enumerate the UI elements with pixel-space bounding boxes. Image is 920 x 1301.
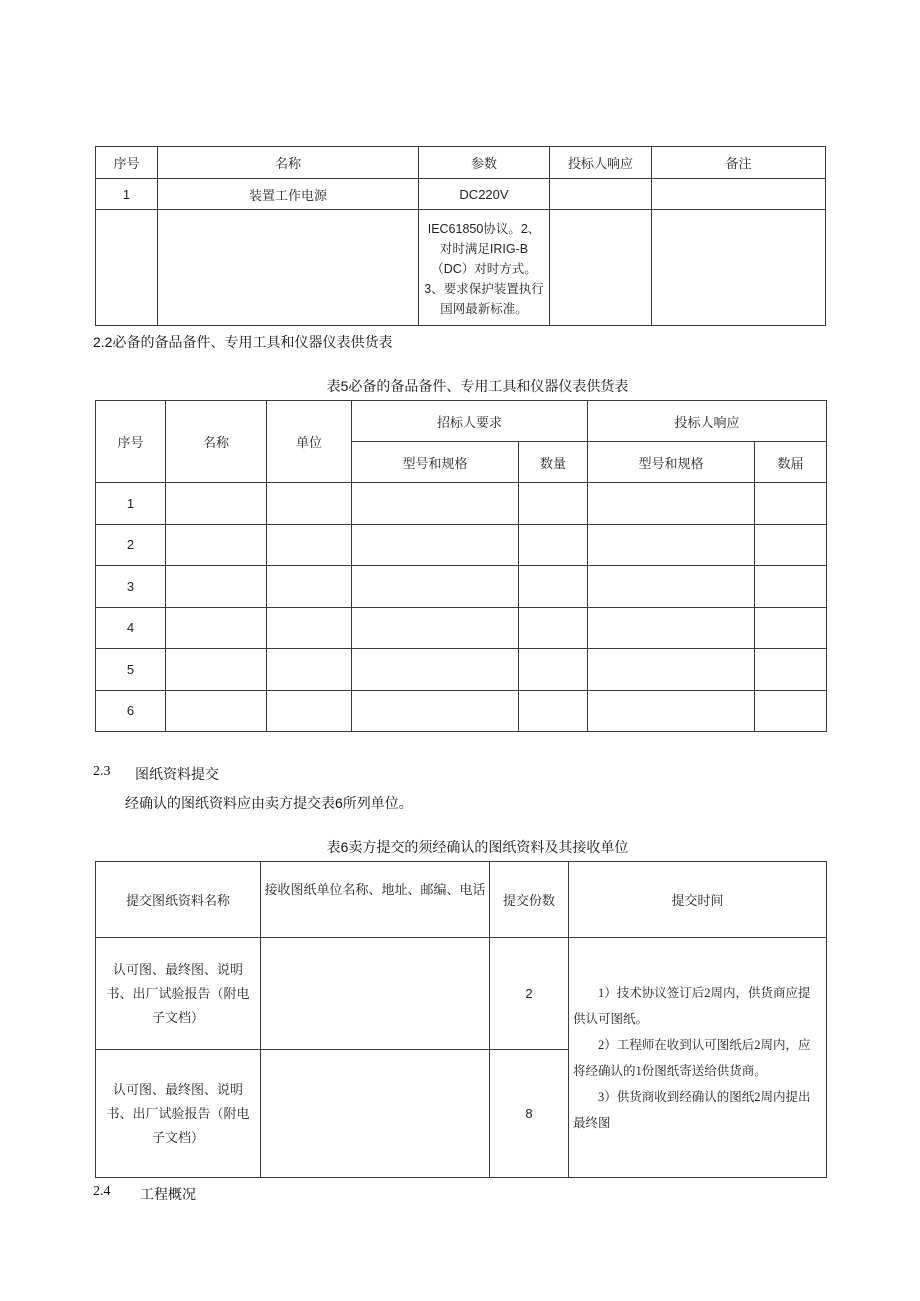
cell-unit: [267, 649, 352, 691]
header-bidder-model: 型号和规格: [588, 442, 755, 483]
cell-seq: 4: [96, 607, 166, 649]
cell-seq: 1: [96, 483, 166, 525]
cell-submit-time: [569, 938, 827, 1178]
header-name: 名称: [158, 147, 419, 179]
section-body-2-3: 经确认的图纸资料应由卖方提交表6所列单位。: [125, 795, 413, 811]
cell-response: [550, 210, 652, 326]
drawings-table: [95, 861, 827, 1178]
header-bidder-response: 投标人响应: [588, 401, 827, 442]
cell-param: IEC61850协议。2、对时满足IRIG-B（DC）对时方式。3、要求保护装置执行国网最新标准。: [419, 210, 550, 326]
table6-caption: 表6卖方提交的须经确认的图纸资料及其接收单位: [326, 839, 629, 855]
cell-tenderer-qty: [519, 566, 588, 608]
cell-tenderer-model: [352, 483, 519, 525]
header-unit: 单位: [267, 401, 352, 483]
cell-copies: 8: [490, 1050, 569, 1178]
table-row: [96, 524, 827, 566]
cell-remark: [652, 179, 826, 210]
cell-tenderer-qty: [519, 690, 588, 732]
cell-seq: 5: [96, 649, 166, 691]
cell-tenderer-qty: [519, 649, 588, 691]
cell-param: DC220V: [419, 179, 550, 210]
cell-drawing-name: 认可图、最终图、说明书、出厂试验报告（附电子文档）: [96, 1050, 261, 1178]
table-row: [96, 179, 826, 210]
time-item: 1）技术协议签订后2周内，供货商应提供认可图纸。: [573, 985, 811, 1026]
time-item: 2）工程师在收到认可图纸后2周内，应将经确认的1份图纸寄送给供货商。: [573, 1037, 811, 1078]
cell-tenderer-model: [352, 524, 519, 566]
cell-bidder-qty: [755, 690, 827, 732]
cell-tenderer-model: [352, 566, 519, 608]
section-title-2-3: 图纸资料提交: [135, 766, 219, 782]
table5-caption: 表5必备的备品备件、专用工具和仪器仪表供货表: [326, 378, 629, 394]
cell-unit: [267, 524, 352, 566]
cell-bidder-qty: [755, 566, 827, 608]
cell-drawing-name: 认可图、最终图、说明书、出厂试验报告（附电子文档）: [96, 938, 261, 1050]
time-item: 3）供货商收到经确认的图纸2周内提出最终图: [573, 1089, 811, 1130]
header-tenderer-model: 型号和规格: [352, 442, 519, 483]
table-row: [96, 210, 826, 326]
cell-unit: [267, 483, 352, 525]
cell-seq: 1: [96, 179, 158, 210]
header-remark: 备注: [652, 147, 826, 179]
header-copies: 提交份数: [490, 862, 569, 938]
cell-bidder-model: [588, 524, 755, 566]
cell-bidder-model: [588, 483, 755, 525]
cell-bidder-qty: [755, 483, 827, 525]
cell-receiver-info: [261, 938, 490, 1050]
cell-remark: [652, 210, 826, 326]
cell-copies: 2: [490, 938, 569, 1050]
cell-name: [166, 607, 267, 649]
cell-tenderer-qty: [519, 607, 588, 649]
cell-seq: [96, 210, 158, 326]
cell-name: [166, 649, 267, 691]
cell-tenderer-qty: [519, 524, 588, 566]
spare-parts-table: [95, 400, 827, 732]
cell-tenderer-model: [352, 607, 519, 649]
cell-bidder-model: [588, 690, 755, 732]
cell-bidder-qty: [755, 649, 827, 691]
cell-name: [166, 566, 267, 608]
cell-name: [166, 524, 267, 566]
cell-name: 装置工作电源: [158, 179, 419, 210]
cell-bidder-model: [588, 607, 755, 649]
cell-bidder-model: [588, 649, 755, 691]
cell-bidder-qty: [755, 524, 827, 566]
parameter-table: [95, 146, 826, 326]
header-receiver-info: 接收图纸单位名称、地址、邮编、电话: [261, 862, 490, 938]
cell-name: [166, 483, 267, 525]
section-heading-2-2: 2.2必备的备品备件、专用工具和仪器仪表供货表: [93, 334, 393, 350]
section-title-2-4: 工程概况: [140, 1186, 196, 1202]
section-number-2-4: 2.4: [93, 1184, 111, 1199]
cell-name: [158, 210, 419, 326]
section-number-2-3: 2.3: [93, 764, 111, 779]
header-param: 参数: [419, 147, 550, 179]
table-row: [96, 690, 827, 732]
header-tenderer-qty: 数量: [519, 442, 588, 483]
header-seq: 序号: [96, 401, 166, 483]
cell-unit: [267, 566, 352, 608]
cell-seq: 6: [96, 690, 166, 732]
cell-receiver-info: [261, 1050, 490, 1178]
header-seq: 序号: [96, 147, 158, 179]
header-tenderer-requirement: 招标人要求: [352, 401, 588, 442]
header-bidder-qty: 数届: [755, 442, 827, 483]
cell-tenderer-qty: [519, 483, 588, 525]
cell-seq: 3: [96, 566, 166, 608]
header-name: 名称: [166, 401, 267, 483]
cell-unit: [267, 607, 352, 649]
table-row: [96, 607, 827, 649]
cell-bidder-qty: [755, 607, 827, 649]
cell-tenderer-model: [352, 690, 519, 732]
cell-name: [166, 690, 267, 732]
table-row: [96, 566, 827, 608]
header-bidder-response: 投标人响应: [550, 147, 652, 179]
table-row: [96, 938, 827, 1050]
header-drawing-name: 提交图纸资料名称: [96, 862, 261, 938]
cell-seq: 2: [96, 524, 166, 566]
cell-tenderer-model: [352, 649, 519, 691]
table-row: [96, 483, 827, 525]
table-row: [96, 649, 827, 691]
cell-bidder-model: [588, 566, 755, 608]
cell-response: [550, 179, 652, 210]
header-submit-time: 提交时间: [569, 862, 827, 938]
cell-unit: [267, 690, 352, 732]
